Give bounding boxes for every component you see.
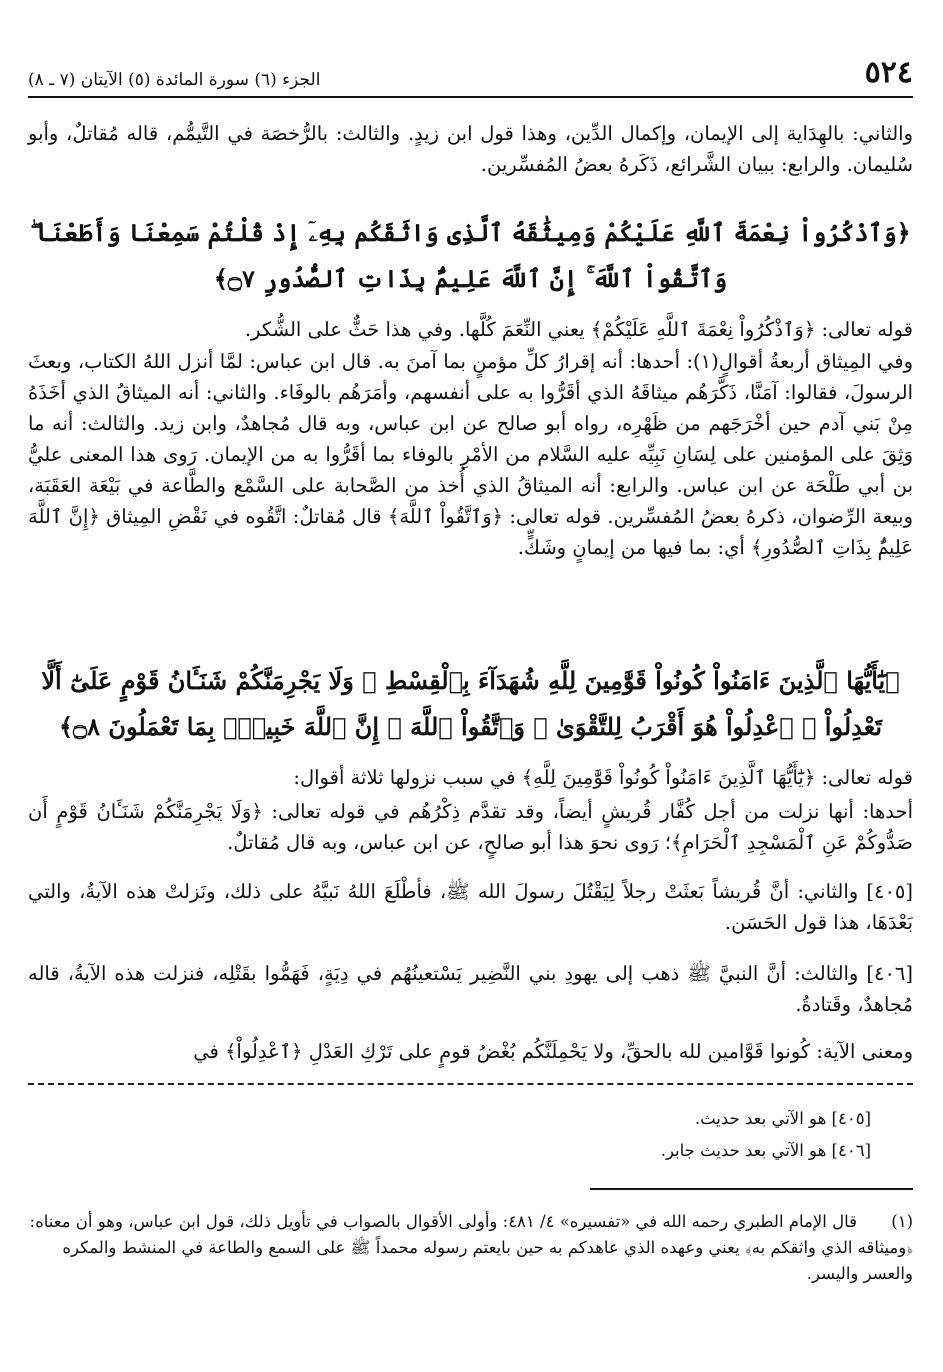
paragraph-5: أحدها: أنها نزلت من أجل كُفَّار قُريشٍ أيضاً، وقد تقدَّم ذِكْرُهُم في قوله تعالى: ﴿وَلَا يَجْرِمَنَّكُمْ شَنَـَٔانُ قَوْمٍ أَن صَدُّوكُمْ عَنِ ٱلْمَسْجِدِ ٱلْحَرَامِ﴾؛ رَوى نحوَ هذا أبو صالحٍ، عن ابن عباس، وبه قال مُقاتلٌ. [28, 800, 913, 854]
paragraph-8: ومعنى الآية: كُونوا قَوَّامين لله بالحقِّ، ولا يَحْمِلَنَّكُم بُغْضُ قومٍ على تَرْكِ العَدْلِ ﴿ٱعْدِلُواْ﴾ في [193, 1040, 913, 1063]
hadith-note-406: [٤٠٦] هو الآتي بعد حديث جابر. [660, 1141, 871, 1160]
running-head: الجزء (٦) سورة المائدة (٥) الآيتان (٧ ـ ٨) [28, 70, 321, 90]
paragraph-3: وفي المِيثاق أربعةُ أقوالٍ(١): أحدها: أنه إقرارُ كلِّ مؤمنٍ بما آمنَ به. قال ابن عباس: لمَّا أنزل اللهُ الكتاب، وبعثَ الرسولَ، فقالوا: آمَنَّا، ذَكَّرَهُم ميثاقَهُ الذي أقَرُّوا به على أنفسهم، وأمَرَهُم بالوفَاء. والثاني: أنه الميثاقُ الذي أخَذَهُ مِنْ بَني آدم حين أخْرَجَهم من ظَهْرِه، رواه أبو صالح عن ابن عباس، وبه قال مُجاهدٌ، وابن زيد. والثالث: أنه ما وَثِقَ على المؤمنين على لِسَانِ نَبِيِّه عليه السَّلام من الأمْرِ بالوفاء بما أقَرُّوا به من الإيمان. رَوى هذا المعنى عليُّ بن أبي طَلْحَة عن ابن عباس. والرابع: أنه الميثاقُ الذي أُخذ من الصَّحابة على السَّمْع والطَّاعة في بَيْعَة العَقَبَة، وبيعة الرِّضوان، ذكرهُ بعضُ المُفسِّرين. قوله تعالى: ﴿وَٱتَّقُواْ ٱللَّهَ﴾ قال مُقاتلٌ: اتَّقُوه في نَقْضِ المِيثاق ﴿إِنَّ ٱللَّهَ عَلِيمٌۢ بِذَاتِ ٱلصُّدُورِ﴾ أي: بما فيها من إيمانٍ وشَكٍّ. [28, 350, 913, 559]
paragraph-7: [٤٠٦] والثالث: أنَّ النبيَّ ﷺ ذهب إلى يهودِ بني النَّضِير يَسْتعينُهُم في دِيَةٍ، فَهَمُّوا بقَتْلِه، فنزلت هذه الآيةُ، قاله مُجاهدٌ، وقَتادةُ. [28, 962, 913, 1016]
quran-verse-7: ﴿وَٱذْكُرُواْ نِعْمَةَ ٱللَّهِ عَلَيْكُمْ وَمِيثَٰقَهُ ٱلَّذِى وَاثَقَكُم بِهِۦٓ إِذْ قُلْتُمْ سَمِعْنَا وَأَطَعْنَا ۖ وَٱتَّقُواْ ٱللَّهَ ۚ إِنَّ ٱللَّهَ عَلِيمٌۢ بِذَاتِ ٱلصُّدُورِ ۝٧﴾ [30, 218, 911, 293]
paragraph-4: قوله تعالى: ﴿يَٰٓأَيُّهَا ٱلَّذِينَ ءَامَنُواْ كُونُواْ قَوَّٰمِينَ لِلَّهِ﴾ في سبب نزولها ثلاثة أقوال: [293, 766, 913, 789]
footnote-separator [590, 1188, 913, 1190]
page-header [28, 54, 913, 98]
paragraph-2: قوله تعالى: ﴿وَٱذْكُرُواْ نِعْمَةَ ٱللَّهِ عَلَيْكُمْ﴾ يعني النِّعَمَ كُلَّها. وفي هذا حَثٌّ على الشُّكر. [244, 318, 913, 341]
dashed-separator [28, 1083, 913, 1085]
footnote-1 [28, 1209, 913, 1287]
paragraph-1: والثاني: بالهِدَاية إلى الإيمان، وإكمال الدِّين، وهذا قول ابن زيدٍ. والثالث: بالرُّخصَة في التَّيمُّم، قاله مُقاتلٌ، وأبو سُليمان. والرابع: ببيان الشَّرائع، ذَكَرهُ بعضُ المُفسِّرين. [28, 122, 913, 176]
footnote-text: قال الإمام الطبري رحمه الله في «تفسيره» ٤/ ٤٨١: وأولى الأقوال بالصواب في تأويل ذلك، قول ابن عباس، وهو أن معناه: ﴿وميثاقه الذي واثقكم به﴾ يعني وعهده الذي عاهدكم به حين بايعتم رسوله محمداً ﷺ على السمع والطاعة في المنشط والمكره والعسر واليسر. [29, 1212, 913, 1283]
quran-verse-8: ﴿يَٰٓأَيُّهَا ٱلَّذِينَ ءَامَنُواْ كُونُواْ قَوَّٰمِينَ لِلَّهِ شُهَدَآءَ بِٱلْقِسْطِ ۖ وَلَا يَجْرِمَنَّكُمْ شَنَـَٔانُ قَوْمٍ عَلَىٰٓ أَلَّا تَعْدِلُواْ ۚ ٱعْدِلُواْ هُوَ أَقْرَبُ لِلتَّقْوَىٰ ۖ وَٱتَّقُواْ ٱللَّهَ ۚ إِنَّ ٱللَّهَ خَبِيرٌۢ بِمَا تَعْمَلُونَ ۝٨﴾ [41, 666, 900, 741]
footnote-number: (١) [891, 1212, 913, 1231]
hadith-note-405: [٤٠٥] هو الآتي بعد حديث. [694, 1109, 871, 1128]
page-number: ٥٢٤ [864, 55, 913, 90]
paragraph-6: [٤٠٥] والثاني: أنَّ قُريشاً بَعثَتْ رجلاً لِيَقْتُلَ رسولَ الله ﷺ، فأطْلَعَ اللهُ نَبيَّهُ على ذلك، ونَزلتْ هذه الآيةُ، والتي بَعْدَهَا، هذا قول الحَسَن. [28, 880, 913, 934]
